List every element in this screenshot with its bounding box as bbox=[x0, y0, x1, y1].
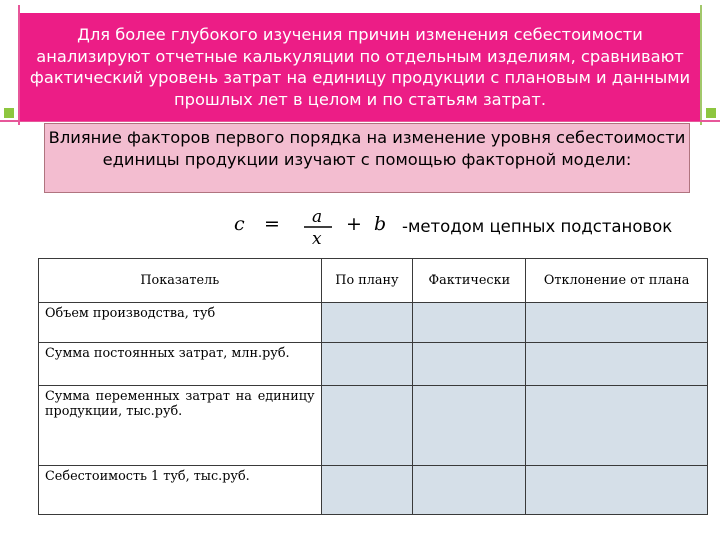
header-deviation: Отклонение от плана bbox=[526, 259, 708, 303]
row-label-volume: Объем производства, туб bbox=[39, 303, 322, 343]
accent-square-left bbox=[4, 108, 14, 118]
formula-denominator: x bbox=[312, 229, 322, 246]
formula-lhs: c bbox=[234, 213, 245, 235]
formula-eq: = bbox=[264, 213, 280, 235]
row-label-fixed-costs: Сумма постоянных затрат, млн.руб. bbox=[39, 343, 322, 386]
row-label-unit-cost: Себестоимость 1 туб, тыс.руб. bbox=[39, 466, 322, 515]
table-row bbox=[39, 466, 708, 515]
cell-plan[interactable] bbox=[321, 303, 413, 343]
intro-banner bbox=[20, 13, 700, 121]
method-text: -методом цепных подстановок bbox=[402, 217, 673, 236]
header-plan: По плану bbox=[321, 259, 413, 303]
formula-plus: + bbox=[346, 213, 362, 235]
cell-actual[interactable] bbox=[413, 343, 526, 386]
formula-numerator: a bbox=[312, 207, 323, 227]
factor-formula bbox=[228, 206, 406, 246]
table-row bbox=[39, 343, 708, 386]
accent-square-right bbox=[706, 108, 716, 118]
header-actual: Фактически bbox=[413, 259, 526, 303]
table-row bbox=[39, 386, 708, 466]
factor-model-text: Влияние факторов первого порядка на изменение уровня себестоимости единицы продукции изучают с помощью факторной модели: bbox=[48, 128, 686, 169]
table-header-row bbox=[39, 259, 708, 303]
factor-model-box bbox=[44, 123, 690, 193]
frame-line-right bbox=[700, 5, 702, 125]
row-label-variable-costs: Сумма переменных затрат на единицу продукции, тыс.руб. bbox=[39, 386, 322, 466]
header-indicator: Показатель bbox=[39, 259, 322, 303]
cell-deviation[interactable] bbox=[526, 466, 708, 515]
cell-plan[interactable] bbox=[321, 466, 413, 515]
cell-deviation[interactable] bbox=[526, 343, 708, 386]
cell-plan[interactable] bbox=[321, 386, 413, 466]
cell-plan[interactable] bbox=[321, 343, 413, 386]
cell-actual[interactable] bbox=[413, 466, 526, 515]
table-row bbox=[39, 303, 708, 343]
intro-banner-text: Для более глубокого изучения причин изменения себестоимости анализируют отчетные калькуляции по отдельным изделиям, сравнивают фактический уровень затрат на единицу продукции с плановым и данными прошлых лет в целом и по статьям затрат. bbox=[29, 25, 691, 109]
cell-actual[interactable] bbox=[413, 386, 526, 466]
cell-deviation[interactable] bbox=[526, 386, 708, 466]
cost-factor-table bbox=[38, 258, 708, 515]
cell-deviation[interactable] bbox=[526, 303, 708, 343]
formula-rhs: b bbox=[374, 213, 387, 235]
cell-actual[interactable] bbox=[413, 303, 526, 343]
